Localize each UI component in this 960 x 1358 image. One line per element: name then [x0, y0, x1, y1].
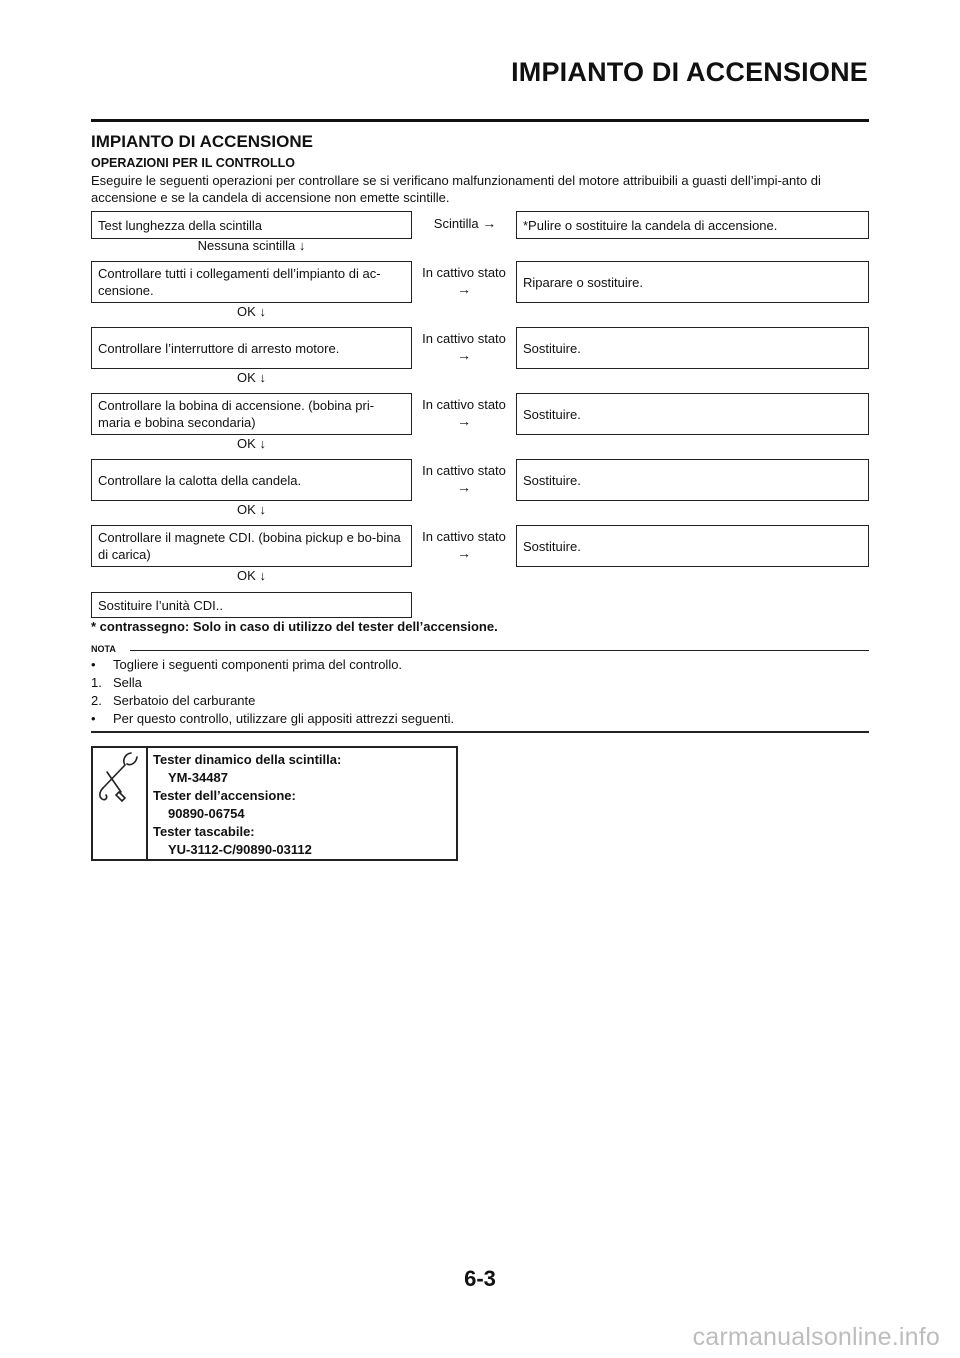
- subsection-title: OPERAZIONI PER IL CONTROLLO: [91, 156, 295, 170]
- check-box-spark-test: Test lunghezza della scintilla: [91, 211, 412, 239]
- tool-list: [153, 751, 341, 859]
- watermark: carmanualsonline.info: [692, 1323, 940, 1351]
- result-box-repair: Riparare o sostituire.: [516, 261, 869, 303]
- tool-name: Tester dinamico della scintilla:: [153, 752, 342, 767]
- bullet-marker: •: [91, 657, 96, 672]
- down-arrow-icon: ↓: [259, 502, 266, 517]
- tool-code: YM-34487: [168, 770, 228, 785]
- header-rule: [91, 119, 869, 122]
- flow-next-label: OK ↓: [237, 436, 266, 451]
- nota-numbered-item: 2. Serbatoio del carburante: [91, 693, 256, 708]
- number-marker: 2.: [91, 693, 102, 708]
- condition-bad: [413, 330, 515, 364]
- result-box-replace: Sostituire.: [516, 459, 869, 501]
- special-tools-box: [91, 746, 458, 861]
- nota-rule: [130, 650, 869, 651]
- down-arrow-icon: ↓: [259, 304, 266, 319]
- condition-label: In cattivo stato: [422, 463, 506, 478]
- right-arrow-icon: →: [457, 281, 471, 297]
- flow-next-label: OK ↓: [237, 304, 266, 319]
- intro-paragraph: Eseguire le seguenti operazioni per controllare se si verificano malfunzionamenti del motore attribuibili a guasti dell’impi-anto di accensione e se la candela di accensione non emette scintille.: [91, 173, 821, 205]
- check-box-replace-cdi: Sostituire l’unità CDI..: [91, 592, 412, 618]
- down-arrow-icon: ↓: [259, 370, 266, 385]
- condition-bad: [413, 396, 515, 430]
- right-arrow-icon: →: [457, 413, 471, 429]
- result-box-replace: Sostituire.: [516, 327, 869, 369]
- check-box-stop-switch: Controllare l’interruttore di arresto motore.: [91, 327, 412, 369]
- result-box-replace: Sostituire.: [516, 525, 869, 567]
- condition-label: In cattivo stato: [422, 265, 506, 280]
- condition-label: Scintilla: [433, 216, 479, 231]
- page-header-title: IMPIANTO DI ACCENSIONE: [511, 57, 868, 87]
- condition-bad: [413, 528, 515, 562]
- right-arrow-icon: →: [457, 347, 471, 363]
- tool-code: YU-3112-C/90890-03112: [168, 842, 312, 857]
- right-arrow-icon: →: [457, 479, 471, 495]
- condition-bad: [413, 264, 515, 298]
- tool-name: Tester dell’accensione:: [153, 788, 296, 803]
- check-box-connections: Controllare tutti i collegamenti dell’impianto di ac-censione.: [91, 261, 412, 303]
- condition-label: In cattivo stato: [422, 529, 506, 544]
- check-box-ignition-coil: Controllare la bobina di accensione. (bobina pri-maria e bobina secondaria): [91, 393, 412, 435]
- down-arrow-icon: ↓: [259, 568, 266, 583]
- check-box-cdi-magneto: Controllare il magnete CDI. (bobina pickup e bo-bina di carica): [91, 525, 412, 567]
- nota-bullet-item: • Per questo controllo, utilizzare gli appositi attrezzi seguenti.: [91, 711, 455, 726]
- wrench-icon: [93, 748, 144, 808]
- nota-numbered-item: 1. Sella: [91, 675, 142, 690]
- section-title: IMPIANTO DI ACCENSIONE: [91, 132, 313, 151]
- tool-name: Tester tascabile:: [153, 824, 255, 839]
- tool-code: 90890-06754: [168, 806, 245, 821]
- down-arrow-icon: ↓: [298, 238, 306, 253]
- flow-next-label: OK ↓: [237, 370, 266, 385]
- nota-end-rule: [91, 731, 869, 733]
- condition-spark: [420, 215, 510, 232]
- nota-bullet-item: • Togliere i seguenti componenti prima del controllo.: [91, 657, 403, 672]
- footnote: * contrassegno: Solo in caso di utilizzo del tester dell’accensione.: [91, 619, 498, 634]
- condition-label: In cattivo stato: [422, 331, 506, 346]
- result-box-replace: Sostituire.: [516, 393, 869, 435]
- nota-label: NOTA: [91, 644, 116, 654]
- bullet-marker: •: [91, 711, 96, 726]
- right-arrow-icon: →: [482, 215, 497, 231]
- result-box-clean-plug: *Pulire o sostituire la candela di accensione.: [516, 211, 869, 239]
- page-number: 6-3: [464, 1266, 496, 1291]
- right-arrow-icon: →: [457, 545, 471, 561]
- flow-next-label: OK ↓: [237, 568, 266, 583]
- down-arrow-icon: ↓: [259, 436, 266, 451]
- condition-bad: [413, 462, 515, 496]
- flow-next-label: OK ↓: [237, 502, 266, 517]
- check-box-plug-cap: Controllare la calotta della candela.: [91, 459, 412, 501]
- flow-next-label: Nessuna scintilla ↓: [197, 238, 306, 253]
- number-marker: 1.: [91, 675, 102, 690]
- tool-icon-cell: [93, 748, 148, 859]
- condition-label: In cattivo stato: [422, 397, 506, 412]
